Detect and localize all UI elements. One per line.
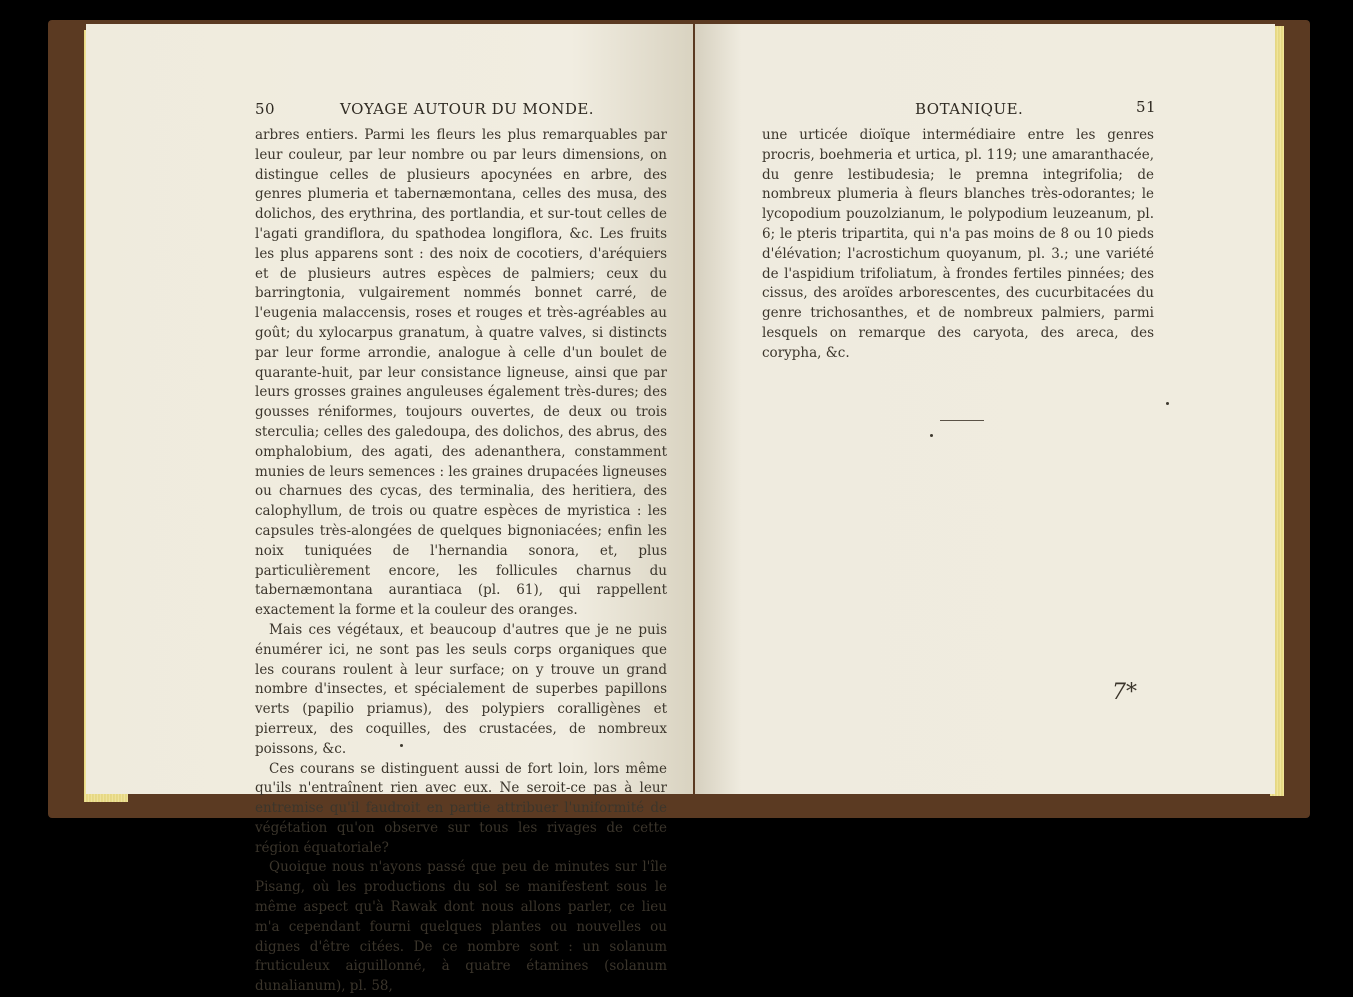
- section-rule: [940, 420, 984, 421]
- signature-mark: 7*: [1112, 680, 1137, 705]
- right-page-number: 51: [1136, 98, 1157, 116]
- right-running-head: BOTANIQUE.: [915, 100, 1024, 118]
- left-page-text: [255, 126, 667, 997]
- right-paragraph: une urticée dioïque intermédiaire entre les genres procris, boehmeria et urtica, pl. 119; une amaranthacée, du genre lestibudesia; le premna integrifolia; de nombreux plumeria à fleurs blanches très-odorantes; le lycopodium pouzolzianum, le polypodium leuzeanum, pl. 6; le pteris tripartita, qui n'a pas moins de 8 ou 10 pieds d'élévation; l'acrostichum quoyanum, pl. 3.; une variété de l'aspidium trifoliatum, à frondes fertiles pinnées; des cissus, des aroïdes arborescentes, des cucurbitacées du genre trichosanthes, et de nombreux palmiers, parmi lesquels on remarque des caryota, des areca, des corypha, &c.: [762, 127, 1154, 361]
- left-running-head: VOYAGE AUTOUR DU MONDE.: [340, 100, 595, 118]
- left-paragraph: Mais ces végétaux, et beaucoup d'autres que je ne puis énumérer ici, ne sont pas les seuls corps organiques que les courans roulent à leur surface; on y trouve un grand nombre d'insectes, et spécialement de superbes papillons verts (papilio priamus), des polypiers coralligènes et pierreux, des coquilles, des crustacées, de nombreux poissons, &c.: [255, 621, 667, 757]
- right-page-text: [762, 126, 1154, 364]
- speck: [930, 434, 933, 437]
- speck: [1166, 402, 1169, 405]
- left-paragraph: arbres entiers. Parmi les fleurs les plus remarquables par leur couleur, par leur nombre ou par leurs dimensions, on distingue celles de plusieurs apocynées en arbre, des genres plumeria et tabernæmontana, celles des musa, des dolichos, des erythrina, des portlandia, et sur-tout celles de l'agati grandiflora, du spathodea longiflora, &c. Les fruits les plus apparens sont : des noix de cocotiers, d'aréquiers et de plusieurs autres espèces de palmiers; ceux du barringtonia, vulgairement nommés bonnet carré, de l'eugenia malaccensis, roses et rouges et très-agréables au goût; du xylocarpus granatum, à quatre valves, si distincts par leur forme arrondie, analogue à celle d'un boulet de quarante-huit, par leur consistance ligneuse, ainsi que par leurs grosses graines anguleuses également très-dures; des gousses réniformes, toujours ouvertes, de deux ou trois sterculia; celles des galedoupa, des dolichos, des abrus, des omphalobium, des agati, des adenanthera, constamment munies de leurs semences : les graines drupacées ligneuses ou charnues des cycas, des terminalia, des heritiera, des calophyllum, de trois ou quatre espèces de myristica : les capsules très-alongées de quelques bignoniacées; enfin les noix tuniquées de l'hernandia sonora, et, plus particulièrement encore, les follicules charnus du tabernæmontana aurantiaca (pl. 61), qui rappellent exactement la forme et la couleur des oranges.: [255, 127, 667, 619]
- speck: [400, 744, 403, 747]
- left-paragraph: Quoique nous n'ayons passé que peu de minutes sur l'île Pisang, où les productions du sol se manifestent sous le même aspect qu'à Rawak dont nous allons parler, ce lieu m'a cependant fourni quelques plantes ou nouvelles ou dignes d'être citées. De ce nombre sont : un solanum fruticuleux aiguillonné, à quatre étamines (solanum dunalianum), pl. 58,: [255, 859, 667, 995]
- left-paragraph: Ces courans se distinguent aussi de fort loin, lors même qu'ils n'entraînent rien avec eux. Ne seroit-ce pas à leur entremise qu'il faudroit en partie attribuer l'uniformité de végétation qu'on observe sur tous les rivages de cette région équatoriale?: [255, 760, 667, 856]
- left-page-number: 50: [255, 100, 276, 118]
